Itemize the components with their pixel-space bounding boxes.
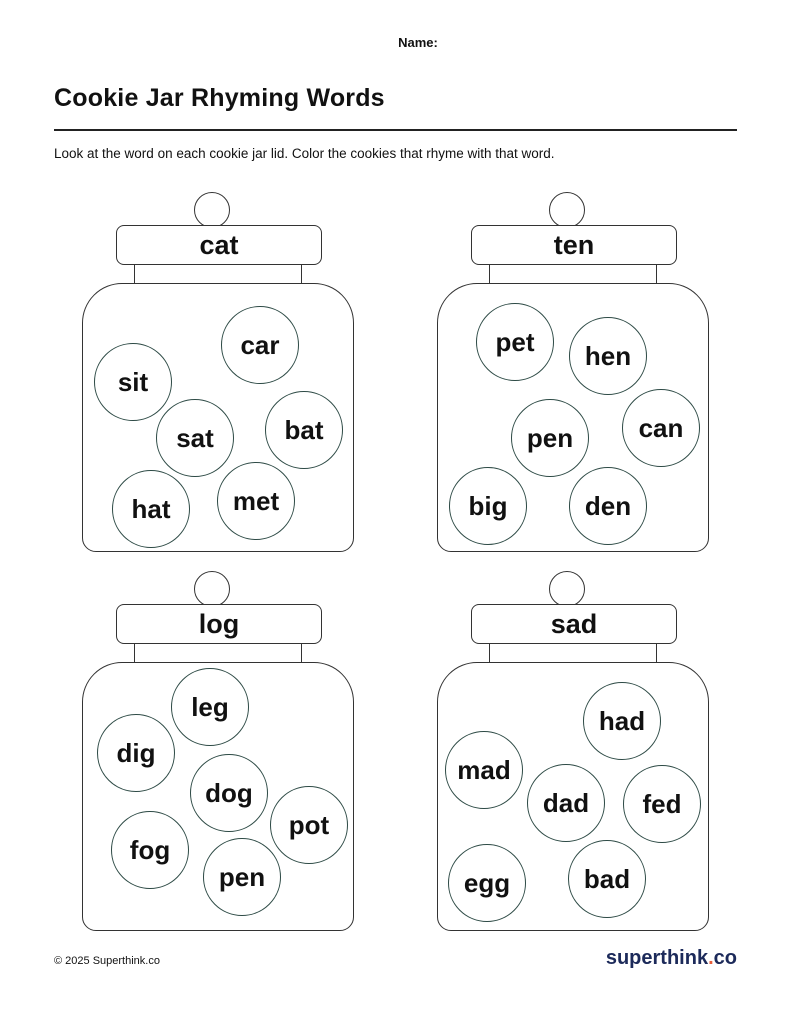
brand-logo-dot: . [708,947,714,969]
cookie-word[interactable]: mad [445,731,523,809]
cookie-word[interactable]: hen [569,317,647,395]
jar-lid-word: cat [116,225,322,265]
cookie-word[interactable]: pen [203,838,281,916]
jar-lid-word: ten [471,225,677,265]
jar-knob [194,192,230,228]
cookie-jar-4 [437,571,712,943]
jar-knob [549,571,585,607]
cookie-word[interactable]: bad [568,840,646,918]
cookie-word[interactable]: fog [111,811,189,889]
cookie-word[interactable]: can [622,389,700,467]
jar-lid-word: log [116,604,322,644]
cookie-word[interactable]: big [449,467,527,545]
cookie-word[interactable]: car [221,306,299,384]
cookie-word[interactable]: dig [97,714,175,792]
cookie-word[interactable]: dad [527,764,605,842]
cookie-word[interactable]: fed [623,765,701,843]
cookie-word[interactable]: had [583,682,661,760]
cookie-word[interactable]: met [217,462,295,540]
brand-logo [606,947,737,970]
cookie-word[interactable]: hat [112,470,190,548]
cookie-jar-1 [82,192,357,564]
cookie-word[interactable]: leg [171,668,249,746]
cookie-word[interactable]: pen [511,399,589,477]
cookie-jar-3 [82,571,357,943]
page-title: Cookie Jar Rhyming Words [54,84,385,112]
cookie-word[interactable]: bat [265,391,343,469]
jar-lid-word: sad [471,604,677,644]
cookie-word[interactable]: pet [476,303,554,381]
cookie-word[interactable]: sat [156,399,234,477]
cookie-jar-2 [437,192,712,564]
brand-logo-main: superthink [605,947,709,969]
cookie-word[interactable]: egg [448,844,526,922]
cookie-word[interactable]: dog [190,754,268,832]
cookie-word[interactable]: den [569,467,647,545]
jar-knob [194,571,230,607]
cookie-word[interactable]: pot [270,786,348,864]
cookie-word[interactable]: sit [94,343,172,421]
jar-knob [549,192,585,228]
title-divider [54,129,737,131]
brand-logo-tld: co [713,947,737,969]
copyright-notice: © 2025 Superthink.co [54,955,160,967]
instructions: Look at the word on each cookie jar lid. Color the cookies that rhyme with that word. [54,146,555,161]
name-field-label: Name: [398,35,438,50]
